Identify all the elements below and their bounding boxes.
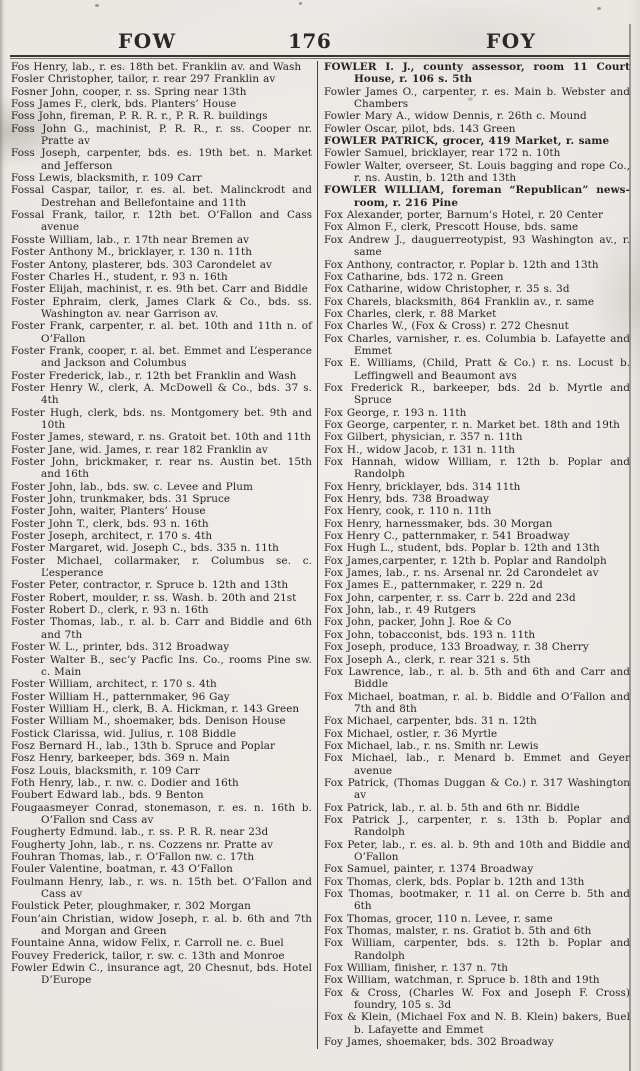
- directory-entry: Fosste William, lab., r. 17th near Bremen av: [11, 233, 250, 246]
- directory-entry: Fowler Oscar, pilot, bds. 143 Green: [324, 122, 516, 135]
- directory-entry: Fougherty Edmund. lab., r. ss. P. R. R. near 23d: [11, 826, 269, 839]
- directory-entry: Foster John T., clerk, bds. 93 n. 16th: [11, 517, 209, 530]
- directory-entry: Fox Charles, clerk, r. 88 Market: [324, 307, 497, 320]
- directory-entry: Fox Charels, blacksmith, 864 Franklin av., r. same: [324, 295, 595, 308]
- directory-entry: Foster Charles H., student, r. 93 n. 16th: [11, 270, 228, 283]
- directory-entry: Fox Lawrence, lab., r. al. b. 5th and 6th and Carr and Biddle: [324, 665, 630, 691]
- directory-entry: Foster John, lab., bds. sw. c. Levee and Plum: [11, 480, 253, 493]
- scan-left-edge-artifact: [0, 0, 4, 1071]
- directory-entry: Fos Henry, lab., r. es. 18th bet. Franklin av. and Wash: [11, 61, 302, 73]
- directory-entry: FOWLER WILLIAM, foreman “Republican” news-room, r. 216 Pine: [324, 184, 630, 209]
- directory-entry: Foster James, steward, r. ns. Gratoit bet. 10th and 11th: [11, 431, 311, 444]
- directory-entry: Foss John G., machinist, P. R. R., r. ss. Cooper nr. Pratte av: [11, 122, 312, 148]
- directory-entry: Foster Anthony M., bricklayer, r. 130 n. 11th: [11, 246, 252, 259]
- header-right-guide-word: FOY: [486, 29, 537, 53]
- directory-entry: Foster Antony, plasterer, bds. 303 Carondelet av: [11, 258, 272, 271]
- directory-entry: Fox John, lab., r. 49 Rutgers: [324, 604, 476, 617]
- directory-entry: Fox Samuel, painter, r. 1374 Broadway: [324, 863, 534, 876]
- directory-entry: Foster Frank, carpenter, r. al. bet. 10th and 11th n. of O’Fallon: [11, 320, 312, 345]
- directory-entry: Foster Robert D., clerk, r. 93 n. 16th: [11, 604, 209, 617]
- directory-entry: Fox Gilbert, physician, r. 357 n. 11th: [324, 431, 523, 444]
- directory-entry: Fox Joseph, produce, 133 Broadway, r. 38 Cherry: [324, 641, 589, 654]
- directory-entry: Fox & Cross, (Charles W. Fox and Joseph F. Cross) foundry, 105 s. 3d: [324, 986, 630, 1012]
- directory-entry: Foster Michael, collarmaker, r. Columbus se. c. L’esperance: [11, 554, 312, 580]
- directory-entry: Fouvey Frederick, tailor, r. sw. c. 13th and Monroe: [11, 949, 285, 962]
- column-divider-rule: [317, 61, 318, 1049]
- directory-entry: Fossal Caspar, tailor, r. es. al. bet. Malinckrodt and Destrehan and Bellefontaine and 11th: [11, 184, 312, 209]
- directory-entry: Foster John, waiter, Planters’ House: [11, 505, 206, 518]
- directory-entry: Fox William, carpenter, bds. s. 12th b. Poplar and Randolph: [324, 937, 630, 962]
- directory-entry: Foss Joseph, carpenter, bds. es. 19th bet. n. Market and Jefferson: [11, 147, 312, 172]
- directory-entry: Foss James F., clerk, bds. Planters’ House: [11, 98, 237, 111]
- directory-entry: Fox Catharine, bds. 172 n. Green: [324, 270, 504, 283]
- directory-entry: Fox Michael, lab., r. Menard b. Emmet and Geyer avenue: [324, 752, 630, 777]
- directory-entry: Foth Henry, lab., r. nw. c. Dodier and 16th: [11, 776, 239, 789]
- directory-entry: Fox Patrick, lab., r. al. b. 5th and 6th nr. Biddle: [324, 801, 580, 814]
- directory-entry: Fox Charles, varnisher, r. es. Columbia b. Lafayette and Emmet: [324, 332, 630, 357]
- directory-entry: Foulstick Peter, ploughmaker, r. 302 Morgan: [11, 900, 251, 913]
- scan-speck: [95, 4, 99, 7]
- directory-entry: Fox Peter, lab., r. es. al. b. 9th and 10th and Biddle and O’Fallon: [324, 838, 630, 863]
- directory-entry: Fox James E., patternmaker, r. 229 n. 2d: [324, 579, 543, 592]
- directory-entry: Fosz Louis, blacksmith, r. 109 Carr: [11, 764, 200, 777]
- directory-column-left: [11, 61, 312, 1049]
- directory-entry: Fowler Edwin C., insurance agt, 20 Chesnut, bds. Hotel D’Europe: [11, 962, 312, 987]
- directory-entry: Foun’ain Christian, widow Joseph, r. al. b. 6th and 7th and Morgan and Green: [11, 912, 312, 938]
- directory-entry: Fosner John, cooper, r. ss. Spring near 13th: [11, 85, 247, 98]
- directory-entry: Fox Patrick J., carpenter, r. s. 13th b. Poplar and Randolph: [324, 813, 630, 839]
- directory-entry: Foster William H., patternmaker, 96 Gay: [11, 690, 230, 703]
- directory-entry: Fox Charles W., (Fox & Cross) r. 272 Chesnut: [324, 320, 569, 333]
- directory-entry: Fostick Clarissa, wid. Julius, r. 108 Biddle: [11, 727, 237, 740]
- directory-entry: Fowler Walter, overseer, St. Louis bagging and rope Co., r. ns. Austin, b. 12th and 13th: [324, 159, 630, 185]
- directory-entry: Foster W. L., printer, bds. 312 Broadway: [11, 641, 230, 654]
- directory-entry: Fox Hugh L., student, bds. Poplar b. 12th and 13th: [324, 542, 600, 555]
- directory-entry: Fox H., widow Jacob, r. 131 n. 11th: [324, 443, 515, 456]
- directory-entry: Fouhran Thomas, lab., r. O’Fallon nw. c. 17th: [11, 851, 255, 863]
- directory-entry: Fox James,carpenter, r. 12th b. Poplar and Randolph: [324, 554, 607, 567]
- directory-entry: FOWLER PATRICK, grocer, 419 Market, r. same: [324, 135, 610, 148]
- directory-entry: Fox Michael, boatman, r. al. b. Biddle and O’Fallon and 7th and 8th: [324, 690, 630, 715]
- directory-entry: Fosz Henry, barkeeper, bds. 369 n. Main: [11, 752, 230, 765]
- directory-entry: Foster Thomas, lab., r. al. b. Carr and Biddle and 6th and 7th: [11, 616, 312, 641]
- directory-entry: Fox Michael, ostler, r. 36 Myrtle: [324, 727, 498, 740]
- directory-entry: Fox Alexander, porter, Barnum’s Hotel, r. 20 Center: [324, 209, 603, 222]
- header-left-guide-word: FOW: [118, 29, 177, 53]
- directory-entry: Fox Frederick R., barkeeper, bds. 2d b. Myrtle and Spruce: [324, 381, 630, 407]
- directory-entry: Foster Margaret, wid. Joseph C., bds. 335 n. 11th: [11, 542, 279, 555]
- directory-entry: Fox Michael, lab., r. ns. Smith nr. Lewis: [324, 739, 539, 752]
- scan-speck: [597, 7, 601, 10]
- directory-entry: Fossal Frank, tailor, r. 12th bet. O’Fallon and Cass avenue: [11, 209, 312, 234]
- directory-entry: Fox Andrew J., dauguerreotypist, 93 Washington av., r. same: [324, 233, 630, 259]
- header-rule-thin: [10, 58, 630, 59]
- directory-entry: Fox E. Williams, (Child, Pratt & Co.) r. ns. Locust b. Leffingwell and Beaumont avs: [324, 357, 630, 382]
- directory-entry: Foster Ephraim, clerk, James Clark & Co., bds. ss. Washington av. near Garrison av.: [11, 295, 312, 320]
- directory-entry: Fox George, r. 193 n. 11th: [324, 406, 467, 419]
- directory-entry: Fox Thomas, bootmaker, r. 11 al. on Cerre b. 5th and 6th: [324, 888, 630, 913]
- directory-entry: Fox Henry, cook, r. 110 n. 11th: [324, 505, 492, 518]
- directory-entry: Fox Michael, carpenter, bds. 31 n. 12th: [324, 715, 537, 728]
- directory-entry: Foster John, brickmaker, r. rear ns. Austin bet. 15th and 16th: [11, 456, 312, 481]
- directory-entry: Fox Almon F., clerk, Prescott House, bds. same: [324, 221, 579, 234]
- directory-entry: Foss John, fireman, P. R. R. r., P. R. R. buildings: [11, 110, 268, 123]
- directory-entry: Foster Hugh, clerk, bds. ns. Montgomery bet. 9th and 10th: [11, 406, 312, 431]
- directory-entry: Fougaasmeyer Conrad, stonemason, r. es. n. 16th b. O’Fallon snd Cass av: [11, 801, 312, 826]
- directory-entry: Foster Elijah, machinist, r. es. 9th bet. Carr and Biddle: [11, 283, 308, 296]
- directory-entry: Foster Joseph, architect, r. 170 s. 4th: [11, 530, 213, 543]
- directory-entry: Fox George, carpenter, r. n. Market bet. 18th and 19th: [324, 418, 620, 431]
- directory-entry: Foulmann Henry, lab., r. ws. n. 15th bet. O’Fallon and Cass av: [11, 875, 312, 901]
- directory-entry: Fox Henry C., patternmaker, r. 541 Broadway: [324, 530, 570, 543]
- directory-entry: Foster Jane, wid. James, r. rear 182 Franklin av: [11, 443, 268, 456]
- directory-entry: Foubert Edward lab., bds. 9 Benton: [11, 789, 204, 802]
- directory-entry: Foster Henry W., clerk, A. McDowell & Co., bds. 37 s. 4th: [11, 381, 312, 407]
- directory-columns: [11, 61, 630, 1049]
- directory-entry: Fountaine Anna, widow Felix, r. Carroll ne. c. Buel: [11, 937, 284, 950]
- directory-entry: Fox Patrick, (Thomas Duggan & Co.) r. 317 Washington av: [324, 776, 630, 802]
- directory-entry: Fox Thomas, malster, r. ns. Gratiot b. 5th and 6th: [324, 925, 592, 938]
- directory-entry: Foster Peter, contractor, r. Spruce b. 12th and 13th: [11, 579, 289, 592]
- directory-entry: Foster John, trunkmaker, bds. 31 Spruce: [11, 493, 231, 506]
- header-rule-thick: [10, 55, 630, 57]
- page-number: 176: [288, 29, 332, 53]
- directory-entry: Fosz Bernard H., lab., 13th b. Spruce and Poplar: [11, 739, 275, 752]
- directory-entry: Fox Anthony, contractor, r. Poplar b. 12th and 13th: [324, 258, 599, 271]
- directory-column-right: [324, 61, 630, 1049]
- directory-entry: Fougherty John, lab., r. ns. Cozzens nr. Pratte av: [11, 838, 274, 851]
- scan-speck: [299, 2, 302, 5]
- directory-entry: Foster Frank, cooper, r. al. bet. Emmet and L’esperance and Jackson and Columbus: [11, 344, 312, 370]
- directory-entry: Foster William M., shoemaker, bds. Denison House: [11, 715, 286, 728]
- directory-entry: Fox James, lab., r. ns. Arsenal nr. 2d Carondelet av: [324, 567, 599, 580]
- directory-entry: Fosler Christopher, tailor, r. rear 297 Franklin av: [11, 73, 276, 86]
- directory-entry: FOWLER I. J., county assessor, room 11 Court House, r. 106 s. 5th: [324, 61, 630, 86]
- directory-entry: Fox Joseph A., clerk, r. rear 321 s. 5th: [324, 653, 531, 666]
- directory-entry: Fox Henry, bricklayer, bds. 314 11th: [324, 480, 521, 493]
- directory-entry: Foster Robert, moulder, r. ss. Wash. b. 20th and 21st: [11, 591, 297, 604]
- directory-entry: Fox Thomas, clerk, bds. Poplar b. 12th and 13th: [324, 875, 585, 888]
- directory-entry: Fowler Samuel, bricklayer, rear 172 n. 10th: [324, 147, 561, 160]
- directory-entry: Fox Hannah, widow William, r. 12th b. Poplar and Randolph: [324, 456, 630, 481]
- directory-entry: Foss Lewis, blacksmith, r. 109 Carr: [11, 172, 202, 185]
- directory-entry: Fox William, finisher, r. 137 n. 7th: [324, 962, 509, 975]
- directory-entry: Fowler James O., carpenter, r. es. Main b. Webster and Chambers: [324, 85, 630, 111]
- directory-entry: Fouler Valentine, boatman, r. 43 O’Fallon: [11, 863, 233, 876]
- directory-entry: Foster William H., clerk, B. A. Hickman, r. 143 Green: [11, 702, 300, 715]
- directory-entry: Fox Thomas, grocer, 110 n. Levee, r. same: [324, 912, 553, 925]
- directory-entry: Foster William, architect, r. 170 s. 4th: [11, 678, 217, 691]
- directory-entry: Fowler Mary A., widow Dennis, r. 26th c. Mound: [324, 110, 587, 123]
- directory-entry: Foster Frederick, lab., r. 12th bet Franklin and Wash: [11, 369, 297, 382]
- directory-entry: Fox Henry, harnessmaker, bds. 30 Morgan: [324, 517, 553, 530]
- directory-entry: Fox Catharine, widow Christopher, r. 35 s. 3d: [324, 283, 570, 296]
- directory-entry: Foy James, shoemaker, bds. 302 Broadway: [324, 1036, 554, 1049]
- directory-entry: Fox William, watchman, r. Spruce b. 18th and 19th: [324, 974, 600, 987]
- directory-entry: Fox Henry, bds. 738 Broadway: [324, 493, 489, 506]
- directory-entry: Fox John, packer, John J. Roe & Co: [324, 616, 512, 629]
- directory-entry: Fox John, carpenter, r. ss. Carr b. 22d and 23d: [324, 591, 576, 604]
- directory-entry: Fox & Klein, (Michael Fox and N. B. Klein) bakers, Buel b. Lafayette and Emmet: [324, 1011, 630, 1036]
- directory-entry: Fox John, tobacconist, bds. 193 n. 11th: [324, 628, 536, 641]
- directory-entry: Foster Walter B., sec’y Pacfic Ins. Co., rooms Pine sw. c. Main: [11, 653, 312, 678]
